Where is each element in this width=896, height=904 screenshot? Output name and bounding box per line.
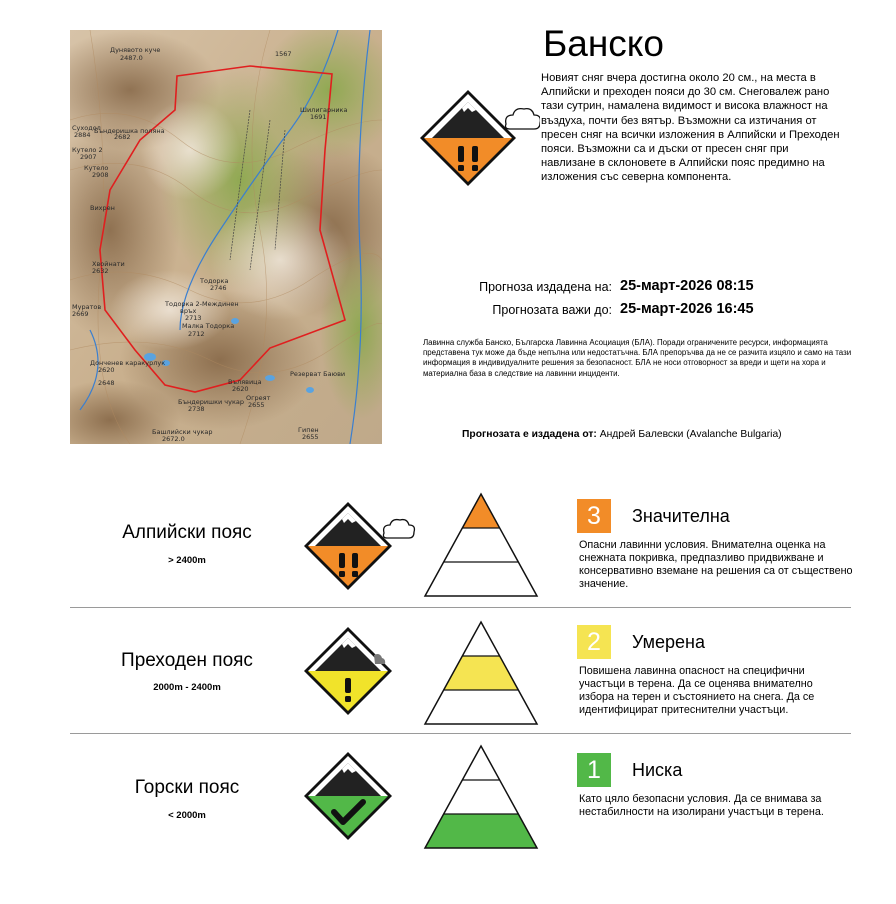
forecast-description: Новият сняг вчера достигна около 20 см., на места в Алпийски и преходен пояси до 30 см. Снеговалеж рано тази сутрин, намалена видимост и висока влажност на въздуха, почти без вятър. Възможни са изтичания от пресен сняг на всички изложения в Алпийски и Преходен пояси. Възможни са и дъски от пресен сняг при навлизане в склоновете в Алпийски пояс предимно на изложения със северна компонента. [541, 72, 840, 184]
avalanche-region-map [70, 30, 382, 444]
map-label: Бъндеришки чукар [178, 398, 245, 406]
issued-value: 25-март-2026 08:15 [620, 278, 754, 294]
zone-altitude: < 2000m [168, 810, 206, 821]
map-label: 2713 [185, 314, 202, 322]
map-label: Кутело 2 [72, 146, 103, 154]
row-divider [70, 733, 851, 734]
map-label: 2907 [80, 153, 97, 161]
danger-pyramid [421, 744, 541, 854]
map-label: Огреят [246, 394, 271, 402]
issued-label: Прогноза издадена на: [479, 280, 612, 294]
zone-altitude: 2000m - 2400m [153, 682, 221, 693]
danger-level-name: Значителна [632, 506, 730, 526]
avalanche-danger-2-icon [302, 625, 417, 720]
valid-until-label: Прогнозата важи до: [492, 303, 612, 317]
map-label: 2682 [114, 133, 131, 141]
pyramid-band [462, 622, 499, 656]
map-label: Малка Тодорка [182, 322, 235, 330]
zone-name: Алпийски пояс [122, 522, 252, 543]
map-label: Кутело [84, 164, 109, 172]
danger-pyramid [421, 492, 541, 602]
row-divider [70, 607, 851, 608]
map-label: 2632 [92, 267, 109, 275]
map-label: 2648 [98, 379, 115, 387]
map-label: 2487.0 [120, 54, 143, 62]
avalanche-danger-3-icon [418, 88, 540, 188]
map-label: 2620 [98, 366, 115, 374]
map-label: Тодорка 2-Междинен [165, 300, 239, 308]
map-label: Бъндеришка поляна [94, 127, 165, 135]
danger-level-name: Ниска [632, 760, 683, 780]
map-label: Донченев каракурлук [90, 359, 166, 367]
pyramid-band [462, 494, 499, 528]
map-label: Дунявото куче [110, 46, 161, 54]
pyramid-band [425, 814, 537, 848]
danger-level-description: Повишена лавинна опасност на специфични участъци в терена. Да се оценява внимателно избора на терен и състоянието на снега. Да се идентифицират притеснителни участъци. [579, 665, 815, 716]
avalanche-danger-1-icon [302, 750, 417, 845]
map-label: 2738 [188, 405, 205, 413]
map-label: 2669 [72, 310, 89, 318]
map-label: Тодорка [200, 277, 229, 285]
map-label: 2655 [248, 401, 265, 409]
valid-until-value: 25-март-2026 16:45 [620, 301, 754, 317]
map-label: 2712 [188, 330, 205, 338]
map-label: 2655 [302, 433, 319, 441]
map-label: връх [180, 307, 197, 315]
author-line [462, 429, 782, 440]
danger-pyramid [421, 620, 541, 730]
map-label: Шилигарника [300, 106, 348, 114]
pyramid-band [425, 562, 537, 596]
map-label: Вълявица [228, 378, 262, 386]
map-label: 1691 [310, 113, 327, 121]
pyramid-band [462, 746, 499, 780]
map-label: 2672.0 [162, 435, 185, 443]
map-label: 2908 [92, 171, 109, 179]
page-title: Банско [543, 23, 664, 64]
map-label: 1567 [275, 50, 292, 58]
pyramid-band [444, 780, 519, 814]
pyramid-band [444, 656, 519, 690]
map-label: Гипен [298, 426, 319, 434]
map-label: Резерват Баюви [290, 370, 346, 378]
danger-level-name: Умерена [632, 632, 705, 652]
map-label: 2884 [74, 131, 91, 139]
zone-altitude: > 2400m [168, 555, 206, 566]
map-label: 2746 [210, 284, 227, 292]
map-label: Муратов [72, 303, 102, 311]
pyramid-band [444, 528, 519, 562]
author-name: Андрей Балевски (Avalanche Bulgaria) [599, 429, 782, 440]
danger-level-badge: 1 [577, 753, 611, 787]
avalanche-danger-3-icon [302, 500, 417, 595]
disclaimer: Лавинна служба Банско, Българска Лавинна Асоциация (БЛА). Поради ограничените ресурси, информацията представена тук може да бъде непълна или недостатъчна. БЛА препоръчва да не се разчита изцяло и само на тази информация в индивидуалните решения за безопасност. БЛА не носи отговорност за вреди и щети на хора и материална база в следствие на лавинни инциденти. [423, 338, 852, 378]
map-label: Хвойнати [92, 260, 125, 268]
zone-name: Горски пояс [134, 777, 240, 798]
danger-level-badge: 3 [577, 499, 611, 533]
map-label: Башлийски чукар [152, 428, 213, 436]
map-label: Вихрен [90, 204, 115, 212]
map-label: 2620 [232, 385, 249, 393]
danger-level-description: Опасни лавинни условия. Внимателна оценка на снежната покривка, предпазливо придвижване и консервативно вземане на решения са от съществено значение. [579, 539, 853, 590]
danger-level-badge: 2 [577, 625, 611, 659]
author-label: Прогнозата е издадена от: [462, 429, 597, 440]
danger-level-description: Като цяло безопасни условия. Да се внимава за нестабилности на изолирани участъци в терена. [579, 793, 824, 818]
pyramid-band [425, 690, 537, 724]
zone-name: Преходен пояс [121, 650, 253, 671]
map-label: Суходол [72, 124, 101, 132]
